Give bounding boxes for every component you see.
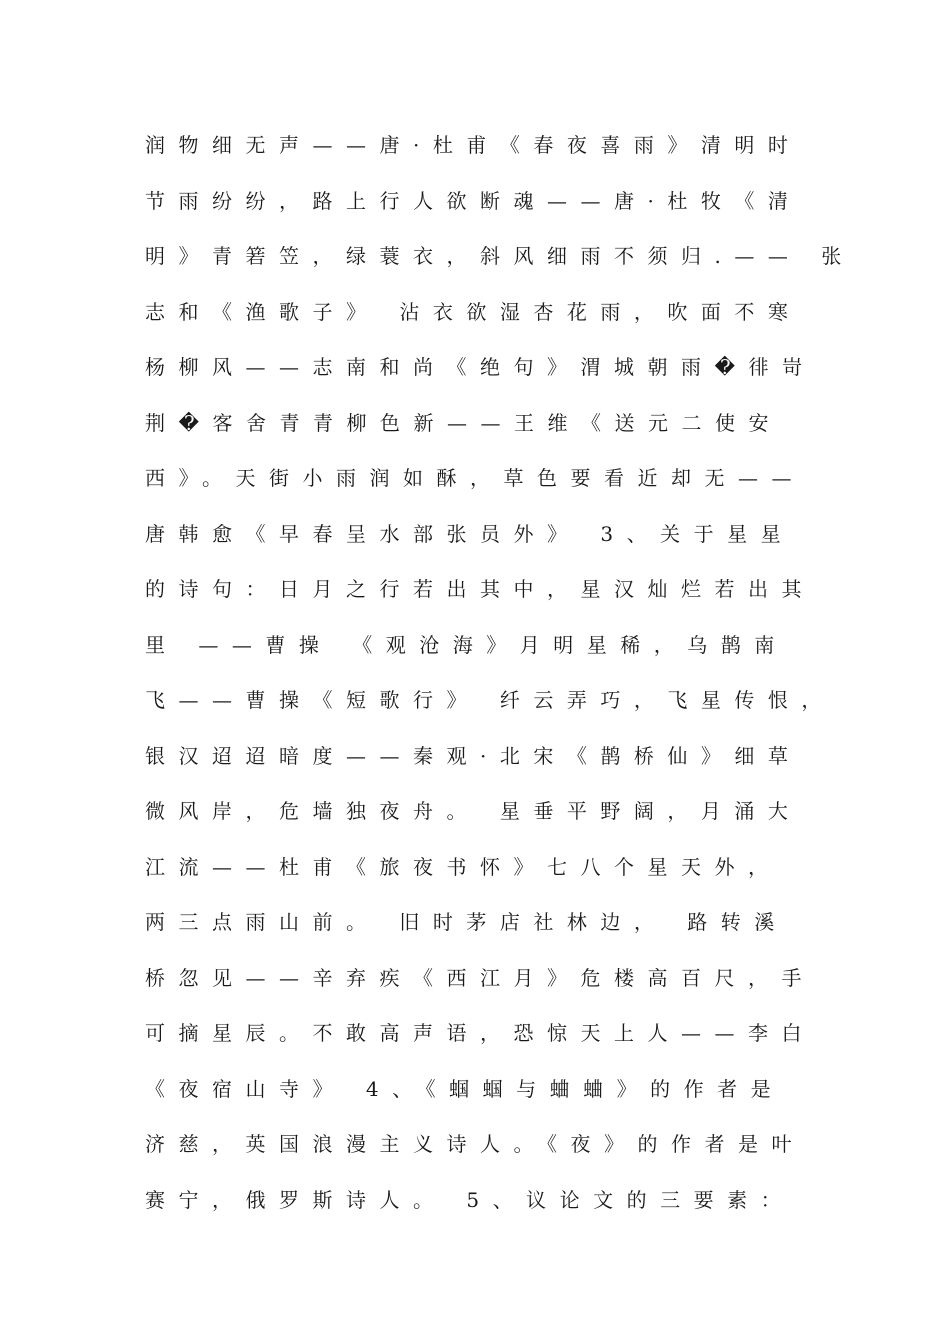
- text-line-10: 里 ——曹操 《观沧海》月明星稀，乌鹊南: [145, 632, 788, 657]
- text-line-7: 西》。天街小雨润如酥，草色要看近却无——: [145, 466, 805, 490]
- text-line-3: 明》青箬笠，绿蓑衣，斜风细雨不须归.—— 张: [145, 244, 855, 268]
- text-line-17: 可摘星辰。不敢高声语，恐惊天上人——李白: [145, 1021, 815, 1045]
- text-line-5: 杨柳风——志南和尚《绝句》渭城朝雨�徘岢: [145, 355, 816, 379]
- text-line-6: 荆�客舍青青柳色新——王维《送元二使安: [145, 410, 783, 435]
- text-line-8: 唐韩愈《早春呈水部张员外》 3、关于星星: [145, 521, 795, 546]
- text-line-4: 志和《渔歌子》 沾衣欲湿杏花雨，吹面不寒: [145, 299, 802, 324]
- body-text: [145, 127, 855, 1237]
- text-line-2: 节雨纷纷，路上行人欲断魂——唐·杜牧《清: [145, 188, 802, 213]
- text-line-18: 《夜宿山寺》 4、《蝈蝈与蛐蛐》的作者是: [145, 1076, 785, 1101]
- text-line-16: 桥忽见——辛弃疾《西江月》危楼高百尺，手: [145, 965, 815, 990]
- text-line-9: 的诗句：日月之行若出其中，星汉灿烂若出其: [145, 577, 815, 601]
- text-line-12: 银汉迢迢暗度——秦观·北宋《鹊桥仙》细草: [145, 743, 802, 768]
- text-line-14: 江流——杜甫《旅夜书怀》七八个星天外，: [145, 854, 782, 879]
- text-line-19: 济慈，英国浪漫主义诗人。《夜》的作者是叶: [145, 1132, 805, 1156]
- text-line-1: 润物细无声——唐·杜甫《春夜喜雨》清明时: [145, 133, 802, 157]
- text-line-13: 微风岸，危墙独夜舟。 星垂平野阔，月涌大: [145, 799, 802, 823]
- text-line-11: 飞——曹操《短歌行》 纤云弄巧，飞星传恨，: [145, 688, 835, 712]
- text-line-15: 两三点雨山前。 旧时茅店社林边， 路转溪: [145, 910, 788, 934]
- text-line-20: 赛宁，俄罗斯诗人。 5、议论文的三要素：: [145, 1187, 795, 1212]
